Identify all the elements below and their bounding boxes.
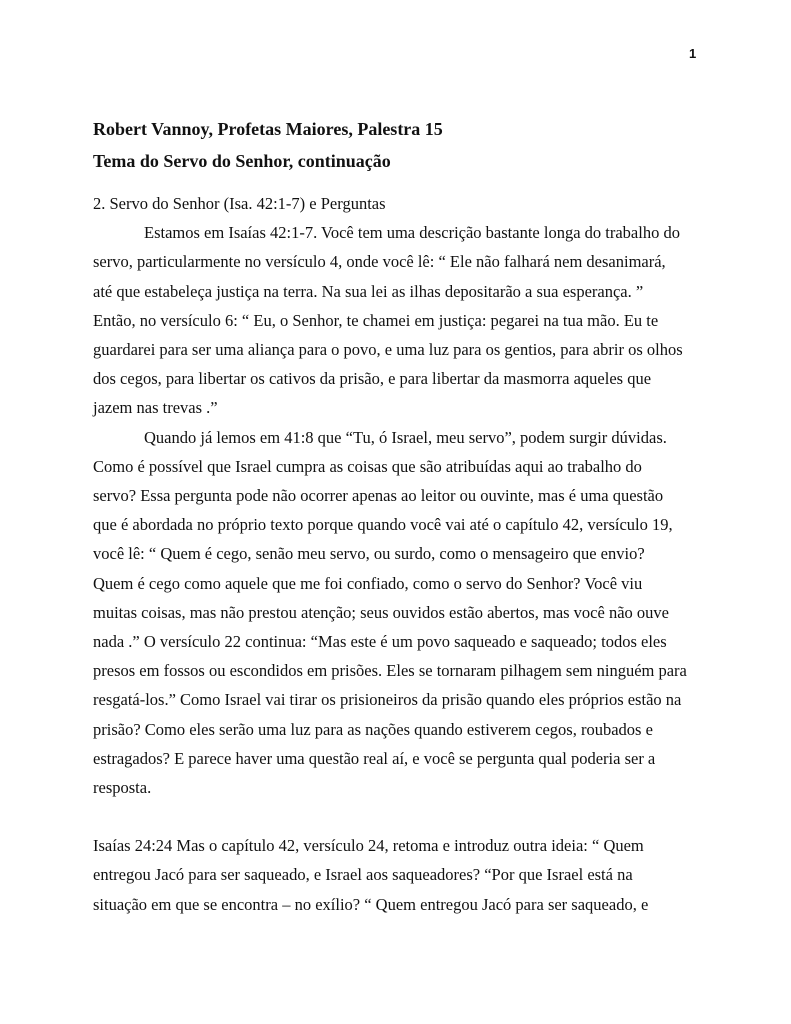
lecture-subtitle: Tema do Servo do Senhor, continuação: [93, 151, 391, 171]
paragraph-3: [93, 831, 705, 919]
paragraph-line: servo? Essa pergunta pode não ocorrer apenas ao leitor ou ouvinte, mas é uma questão: [93, 486, 664, 506]
paragraph-line: dos cegos, para libertar os cativos da prisão, e para libertar da masmorra aqueles que: [93, 369, 652, 389]
paragraph-spacer: [93, 802, 705, 831]
paragraph-line: jazem nas trevas .”: [93, 398, 218, 418]
paragraph-line: você lê: “ Quem é cego, senão meu servo, ou surdo, como o mensageiro que envio?: [93, 544, 645, 564]
paragraph-line: que é abordada no próprio texto porque quando você vai até o capítulo 42, versículo 19,: [93, 515, 673, 535]
paragraph-line: presos em fossos ou escondidos em prisões. Eles se tornaram pilhagem sem ninguém para: [93, 661, 687, 681]
paragraph-line: entregou Jacó para ser saqueado, e Israel aos saqueadores? “Por que Israel está na: [93, 865, 633, 885]
paragraph-line: resgatá-los.” Como Israel vai tirar os prisioneiros da prisão quando eles próprios estão na: [93, 690, 682, 710]
paragraph-line: Então, no versículo 6: “ Eu, o Senhor, te chamei em justiça: pegarei na tua mão. Eu te: [93, 310, 659, 330]
section-heading: 2. Servo do Senhor (Isa. 42:1-7) e Perguntas: [93, 194, 386, 213]
paragraph-line: muitas coisas, mas não prestou atenção; seus ouvidos estão abertos, mas você não ouve: [93, 602, 669, 622]
lecture-title-block: [93, 113, 713, 177]
paragraph-line: Quem é cego como aquele que me foi confiado, como o servo do Senhor? Você viu: [93, 573, 643, 593]
paragraph-line: Isaías 24:24 Mas o capítulo 42, versículo 24, retoma e introduz outra ideia: “ Quem: [93, 836, 644, 856]
lecture-title: Robert Vannoy, Profetas Maiores, Palestra 15: [93, 119, 443, 139]
paragraph-line: guardarei para ser uma aliança para o povo, e uma luz para os gentios, para abrir os olhos: [93, 340, 683, 360]
paragraph-line: nada .” O versículo 22 continua: “Mas este é um povo saqueado e saqueado; todos eles: [93, 632, 667, 652]
document-body: [93, 189, 705, 919]
paragraph-line: Como é possível que Israel cumpra as coisas que são atribuídas aqui ao trabalho do: [93, 456, 642, 476]
paragraph-2: [93, 423, 705, 803]
paragraph-line: servo, particularmente no versículo 4, onde você lê: “ Ele não falhará nem desanimará,: [93, 252, 666, 272]
paragraph-line: estragados? E parece haver uma questão real aí, e você se pergunta qual poderia ser a: [93, 748, 656, 768]
paragraph-line: Quando já lemos em 41:8 que “Tu, ó Israel, meu servo”, podem surgir dúvidas.: [144, 427, 667, 447]
paragraph-line: resposta.: [93, 778, 152, 798]
paragraph-line: situação em que se encontra – no exílio? “ Quem entregou Jacó para ser saqueado, e: [93, 894, 649, 914]
paragraph-line: prisão? Como eles serão uma luz para as nações quando estiverem cegos, roubados e: [93, 719, 653, 739]
paragraph-line: até que estabeleça justiça na terra. Na sua lei as ilhas depositarão a sua esperança. ”: [93, 281, 644, 301]
page-number: 1: [689, 46, 697, 61]
paragraph-line: Estamos em Isaías 42:1-7. Você tem uma descrição bastante longa do trabalho do: [144, 223, 680, 243]
paragraph-1: [93, 218, 705, 422]
